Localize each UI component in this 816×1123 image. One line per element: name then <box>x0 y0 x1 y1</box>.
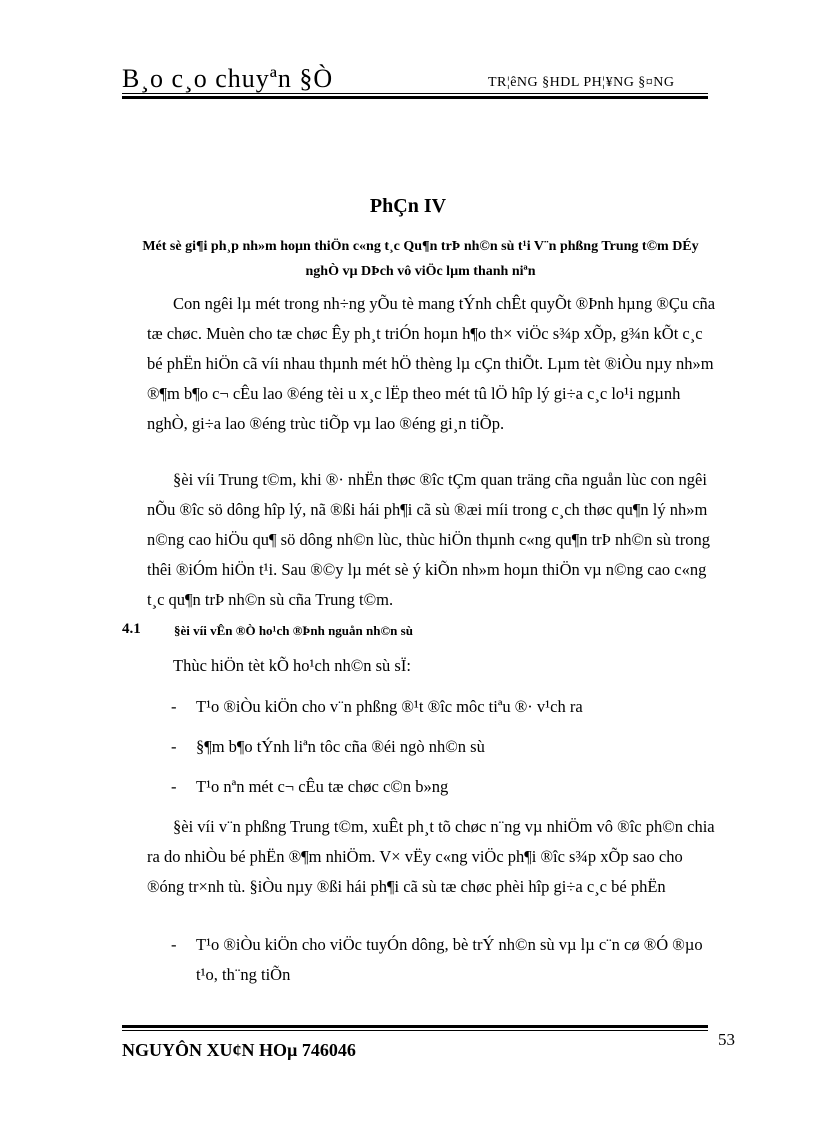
footer-author: NGUYÔN XU¢N HOµ 746046 <box>122 1040 356 1060</box>
header-divider-thick <box>122 96 708 99</box>
bullet-dash: - <box>171 777 177 796</box>
part-subtitle: Mét sè gi¶i ph¸p nh»m hoµn thiÖn c«ng t¸c Qu¶n trÞ nh©n sù t¹i V¨n phßng Trung t©m DÉy nghÒ vµ DÞch vô viÖc lµm thanh niªn <box>142 239 699 279</box>
bullet-text: §¶m b¶o tÝnh liªn tôc cña ®éi ngò nh©n sù <box>196 737 485 756</box>
paragraph-3: §èi víi v¨n phßng Trung t©m, xuÊt ph¸t tõ chøc n¨ng vµ nhiÖm vô ®îc ph©n chia ra do nhiÒu bé phËn ®¶m nhiÖm. V× vËy c«ng viÖc ph¶i ®îc s¾p xÕp sao cho ®óng tr×nh tù. §iÒu nµy ®ßi hái ph¶i cã sù tæ chøc phèi hîp gi÷a c¸c bé phËn <box>147 817 715 896</box>
header-divider-thin <box>122 93 708 94</box>
bullet-item <box>171 732 711 762</box>
bullet-text: T¹o ®iÒu kiÖn cho viÖc tuyÓn dông, bè trÝ nh©n sù vµ lµ c¨n cø ®Ó ®µo t¹o, th¨ng tiÕn <box>196 935 703 984</box>
page-number: 53 <box>718 1030 735 1049</box>
bullet-text: T¹o nªn mét c¬ cÊu tæ chøc c©n b»ng <box>196 777 449 796</box>
section-title: §èi víi vÊn ®Ò ho¹ch ®Þnh nguån nh©n sù <box>174 623 413 638</box>
footer-divider-thin <box>122 1030 708 1031</box>
bullet-item <box>171 772 711 802</box>
section-number: 4.1 <box>122 621 141 637</box>
paragraph-1: Con ngêi lµ mét trong nh÷ng yÕu tè mang tÝnh chÊt quyÕt ®Þnh hµng ®Çu cña tæ chøc. Muèn cho tæ chøc Êy ph¸t triÓn hoµn h¶o th× viÖc s¾p xÕp, g¾n kÕt c¸c bé phËn hiÖn cã víi nhau thµnh mét hÖ thèng lµ cÇn thiÕt. Lµm tèt ®iÒu nµy nh»m ®¶m b¶o c¬ cÊu lao ®éng tèi u x¸c lËp theo mét tû lÖ hîp lý gi÷a c¸c lo¹i ngµnh nghÒ, gi÷a lao ®éng trùc tiÕp vµ lao ®éng gi¸n tiÕp. <box>147 294 716 433</box>
bullet-item <box>171 930 711 990</box>
footer-divider-thick <box>122 1025 708 1028</box>
bullet-text: T¹o ®iÒu kiÖn cho v¨n phßng ®¹t ®îc môc tiªu ®· v¹ch ra <box>196 697 583 716</box>
paragraph-2: §èi víi Trung t©m, khi ®· nhËn thøc ®îc tÇm quan träng cña nguån lùc con ngêi nÕu ®îc sö dông hîp lý, nã ®ßi hái ph¶i cã sù ®æi míi trong c¸ch thøc qu¶n lý nh»m n©ng cao hiÖu qu¶ sö dông nh©n lùc, thùc hiÖn thµnh c«ng qu¶n trÞ nh©n sù trong thêi ®iÓm hiÖn t¹i. Sau ®©y lµ mét sè ý kiÕn nh»m hoµn thiÖn vµ n©ng cao c«ng t¸c qu¶n trÞ nh©n sù cña Trung t©m. <box>147 470 710 609</box>
bullet-item <box>171 692 711 722</box>
header-university-name: TR¦êNG §HDL PH¦¥NG §¤NG <box>488 75 675 90</box>
part-title: PhÇn IV <box>369 195 447 217</box>
bullet-dash: - <box>171 737 177 756</box>
header-report-title: B¸o c¸o chuyªn §Ò <box>122 64 334 93</box>
bullet-dash: - <box>171 697 177 716</box>
bullet-dash: - <box>171 935 177 954</box>
intro-line: Thùc hiÖn tèt kÕ ho¹ch nh©n sù sÏ: <box>173 656 411 675</box>
